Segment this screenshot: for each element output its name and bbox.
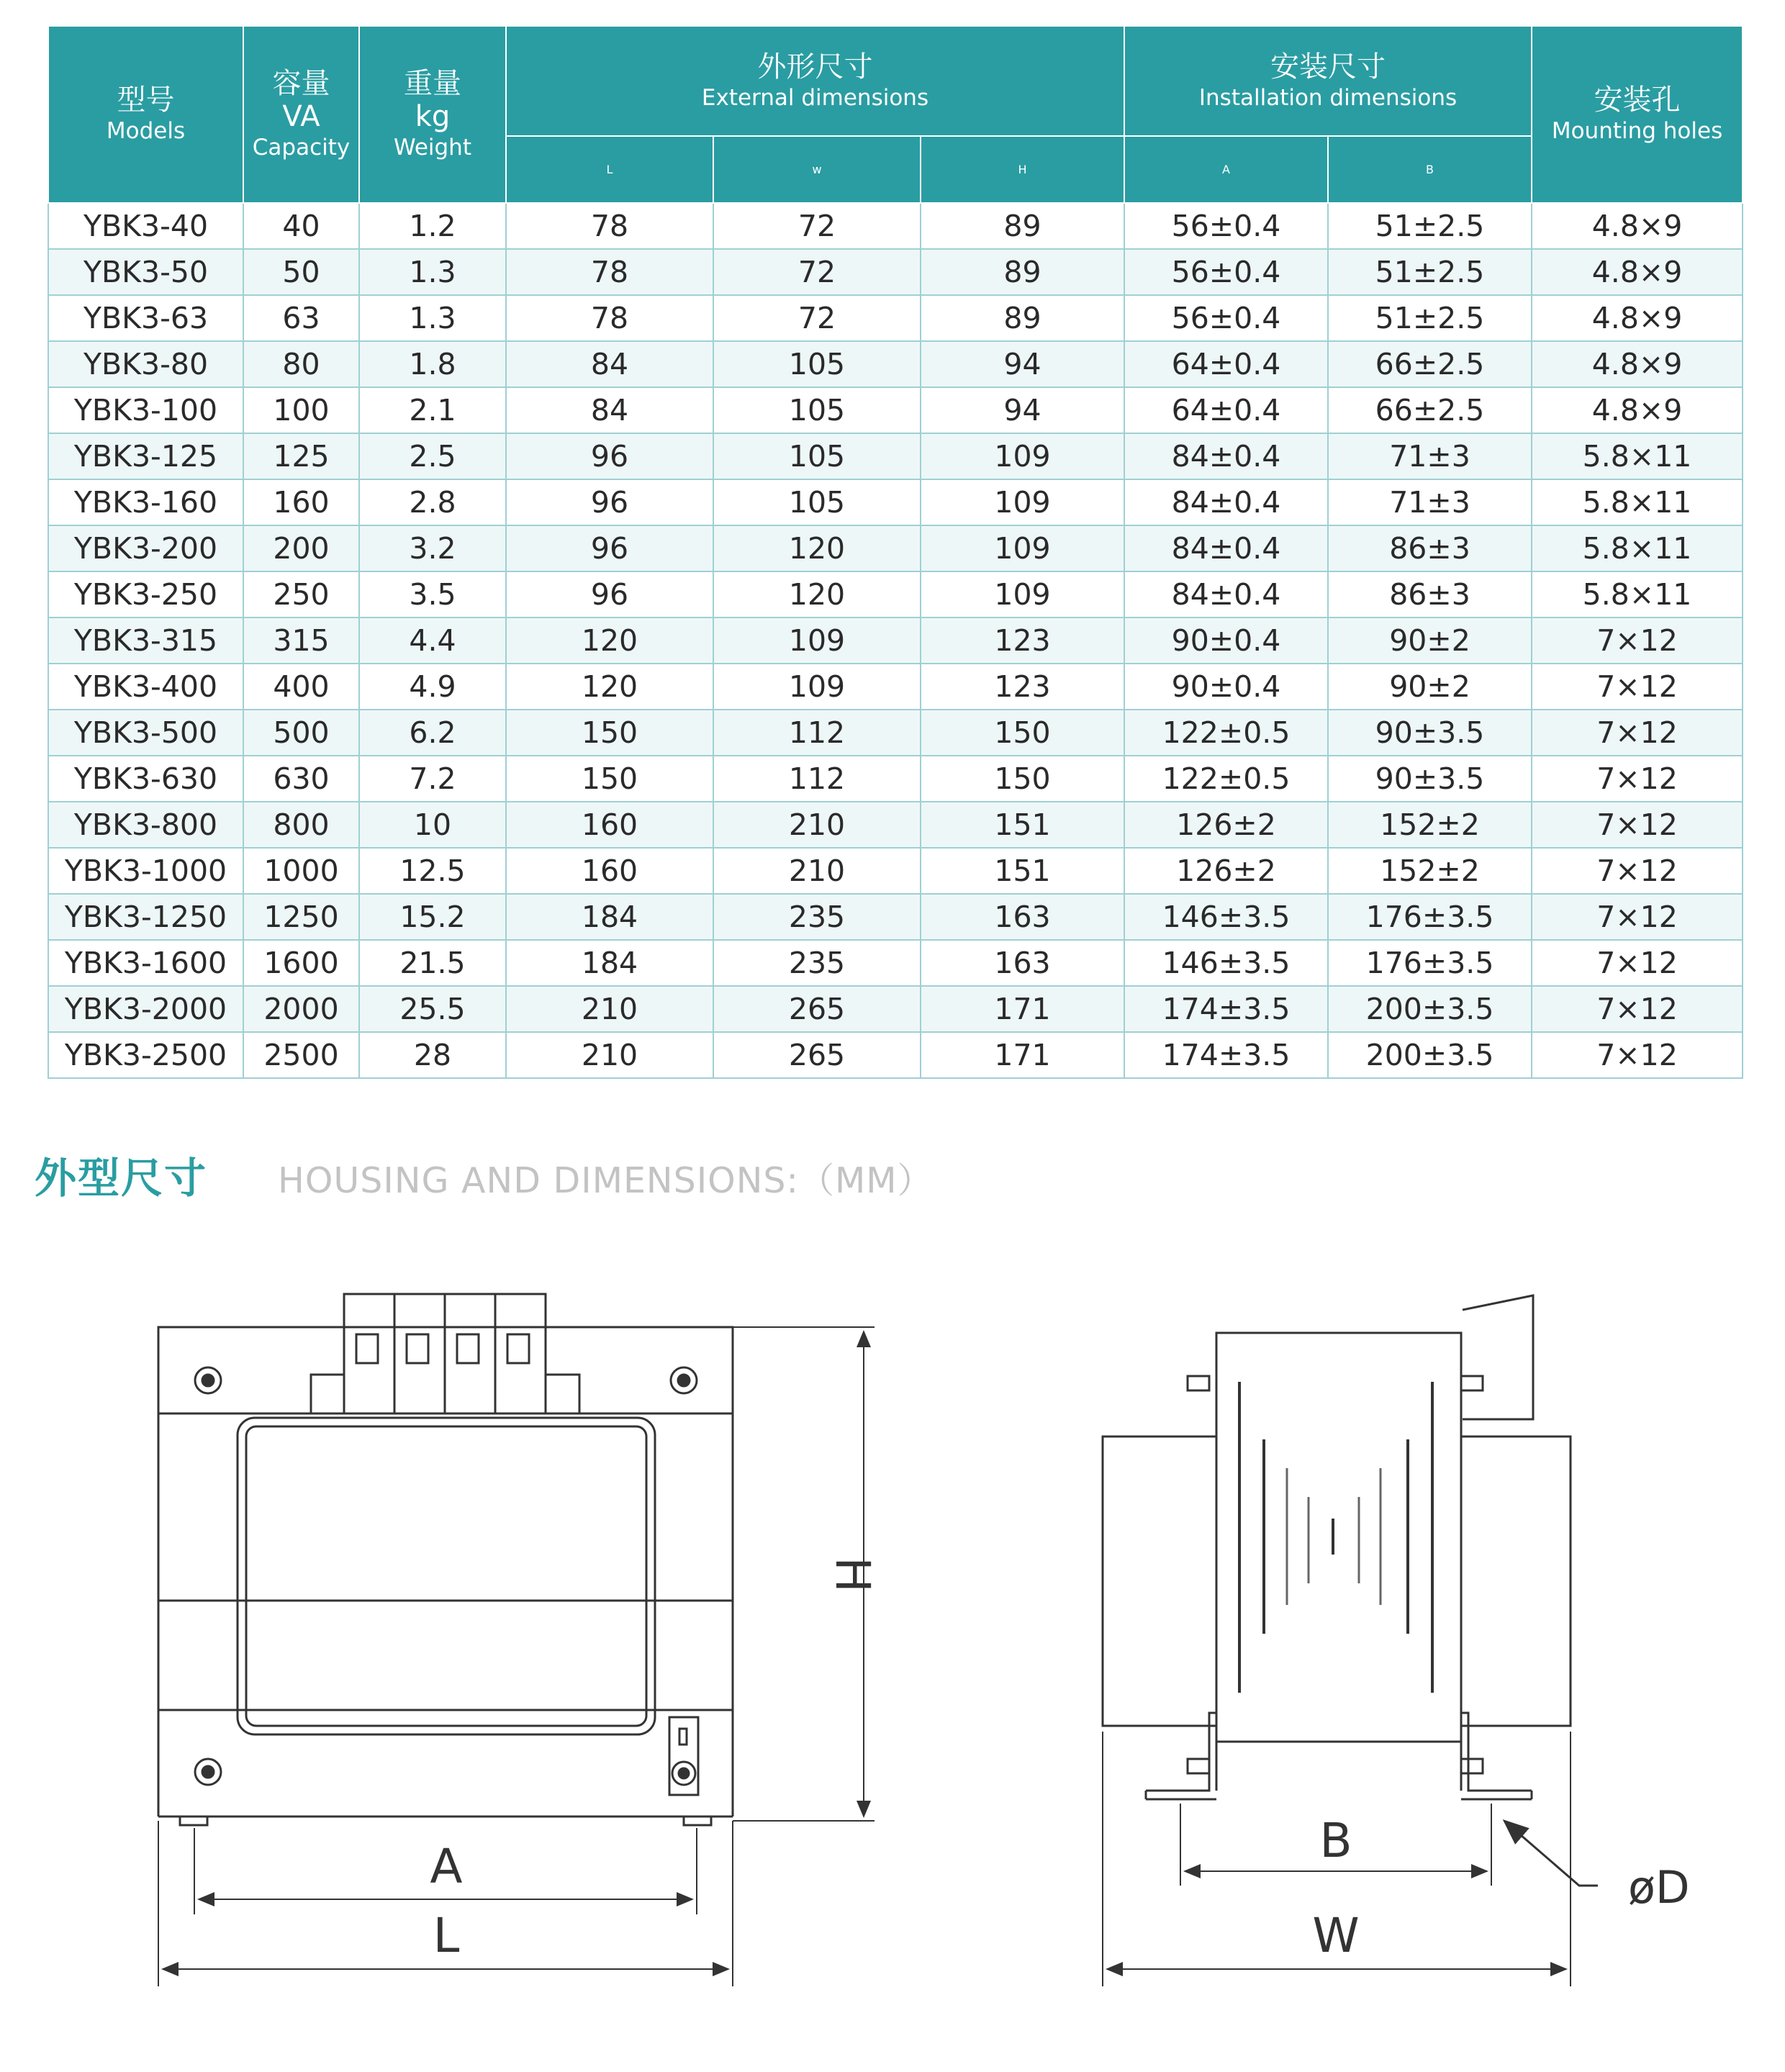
table-cell: 84±0.4	[1124, 525, 1328, 571]
table-cell: 100	[243, 387, 359, 433]
table-cell: 122±0.5	[1124, 710, 1328, 756]
side-label-w: W	[1312, 1908, 1360, 1963]
table-cell: 800	[243, 802, 359, 848]
header-weight-unit: kg	[415, 100, 451, 133]
header-holes-cn: 安装孔	[1594, 83, 1681, 117]
table-cell: 15.2	[359, 894, 506, 940]
side-label-b: B	[1319, 1813, 1352, 1868]
table-cell: 94	[921, 387, 1124, 433]
table-cell: 6.2	[359, 710, 506, 756]
table-cell: 235	[713, 940, 921, 986]
header-model-en: Models	[106, 118, 186, 144]
table-cell: 96	[506, 433, 713, 479]
table-cell: 2.8	[359, 479, 506, 525]
terminal-slot-4	[507, 1334, 529, 1363]
table-cell: 3.2	[359, 525, 506, 571]
section-title: 外型尺寸	[35, 1154, 208, 1203]
table-row	[48, 756, 1743, 802]
table-cell: 120	[506, 664, 713, 710]
terminal-slot-3	[457, 1334, 479, 1363]
header-capacity-cn: 容量	[272, 67, 330, 100]
terminal-slot-2	[407, 1334, 428, 1363]
table-cell: 171	[921, 986, 1124, 1032]
table-cell: 109	[713, 617, 921, 664]
table-cell: 151	[921, 802, 1124, 848]
table-cell: 1.2	[359, 203, 506, 249]
table-cell: 630	[243, 756, 359, 802]
table-row	[48, 664, 1743, 710]
table-cell: 4.4	[359, 617, 506, 664]
table-cell: 112	[713, 756, 921, 802]
table-row	[48, 710, 1743, 756]
table-cell: 84±0.4	[1124, 433, 1328, 479]
table-cell: 86±3	[1328, 571, 1532, 617]
table-row	[48, 479, 1743, 525]
table-cell: 400	[243, 664, 359, 710]
side-bolt-icon	[1188, 1759, 1209, 1773]
table-cell: 7×12	[1532, 710, 1743, 756]
table-cell: 84	[506, 387, 713, 433]
dimension-drawing	[0, 1223, 1785, 2072]
table-cell: 174±3.5	[1124, 1032, 1328, 1078]
table-cell: 72	[713, 203, 921, 249]
header-holes-en: Mounting holes	[1551, 118, 1723, 144]
table-cell: 163	[921, 894, 1124, 940]
table-cell: YBK3-500	[48, 710, 243, 756]
table-cell: 89	[921, 295, 1124, 341]
table-cell: 66±2.5	[1328, 341, 1532, 387]
table-row	[48, 940, 1743, 986]
front-step-right	[546, 1327, 579, 1413]
table-cell: 28	[359, 1032, 506, 1078]
side-view	[1103, 1295, 1598, 1986]
side-bolt-icon	[1461, 1759, 1483, 1773]
table-cell: 5.8×11	[1532, 433, 1743, 479]
table-cell: 4.8×9	[1532, 249, 1743, 295]
table-cell: YBK3-315	[48, 617, 243, 664]
table-row	[48, 387, 1743, 433]
table-cell: 1600	[243, 940, 359, 986]
table-cell: 2500	[243, 1032, 359, 1078]
header-installation-cn: 安装尺寸	[1270, 50, 1386, 83]
side-bolt-icon	[1461, 1376, 1483, 1390]
table-cell: 7×12	[1532, 940, 1743, 986]
header-h: H	[921, 136, 1124, 203]
table-cell: 94	[921, 341, 1124, 387]
table-cell: 105	[713, 341, 921, 387]
table-cell: 160	[506, 802, 713, 848]
table-cell: 200±3.5	[1328, 986, 1532, 1032]
table-cell: 84	[506, 341, 713, 387]
table-cell: YBK3-1000	[48, 848, 243, 894]
side-foot-left	[1146, 1713, 1216, 1791]
table-cell: 163	[921, 940, 1124, 986]
table-row	[48, 341, 1743, 387]
table-cell: 176±3.5	[1328, 894, 1532, 940]
table-cell: 265	[713, 1032, 921, 1078]
table-cell: 150	[921, 756, 1124, 802]
table-cell: 78	[506, 203, 713, 249]
table-cell: 51±2.5	[1328, 295, 1532, 341]
table-row	[48, 525, 1743, 571]
table-cell: 210	[506, 1032, 713, 1078]
table-cell: YBK3-40	[48, 203, 243, 249]
table-cell: 174±3.5	[1124, 986, 1328, 1032]
table-cell: 12.5	[359, 848, 506, 894]
table-cell: YBK3-1250	[48, 894, 243, 940]
table-cell: YBK3-250	[48, 571, 243, 617]
table-cell: 152±2	[1328, 848, 1532, 894]
table-cell: 71±3	[1328, 433, 1532, 479]
table-cell: 210	[506, 986, 713, 1032]
table-cell: 125	[243, 433, 359, 479]
table-row	[48, 986, 1743, 1032]
table-cell: 5.8×11	[1532, 571, 1743, 617]
table-cell: 4.8×9	[1532, 341, 1743, 387]
table-cell: 78	[506, 249, 713, 295]
table-cell: YBK3-2000	[48, 986, 243, 1032]
terminal-slot-1	[356, 1334, 378, 1363]
table-cell: 78	[506, 295, 713, 341]
table-cell: YBK3-1600	[48, 940, 243, 986]
table-cell: 2.5	[359, 433, 506, 479]
table-cell: 109	[921, 571, 1124, 617]
table-row	[48, 203, 1743, 249]
table-cell: 150	[921, 710, 1124, 756]
table-cell: YBK3-80	[48, 341, 243, 387]
table-cell: YBK3-400	[48, 664, 243, 710]
table-cell: 123	[921, 664, 1124, 710]
table-cell: 90±2	[1328, 664, 1532, 710]
table-cell: 51±2.5	[1328, 203, 1532, 249]
front-label-a: A	[430, 1839, 463, 1894]
coil-window-inner	[246, 1426, 646, 1726]
table-cell: 89	[921, 249, 1124, 295]
table-cell: 63	[243, 295, 359, 341]
header-holes	[1532, 26, 1743, 203]
table-cell: 265	[713, 986, 921, 1032]
table-cell: 1250	[243, 894, 359, 940]
table-cell: 66±2.5	[1328, 387, 1532, 433]
table-cell: 64±0.4	[1124, 387, 1328, 433]
table-cell: 7.2	[359, 756, 506, 802]
table-cell: 90±3.5	[1328, 710, 1532, 756]
front-step-left	[311, 1327, 344, 1413]
table-cell: YBK3-63	[48, 295, 243, 341]
side-label-d: øD	[1628, 1861, 1690, 1914]
table-cell: 50	[243, 249, 359, 295]
front-label-h: H	[825, 1557, 880, 1593]
table-row	[48, 802, 1743, 848]
spec-table	[48, 25, 1743, 1079]
table-row	[48, 617, 1743, 664]
table-cell: 171	[921, 1032, 1124, 1078]
table-cell: 126±2	[1124, 848, 1328, 894]
side-bolt-icon	[1188, 1376, 1209, 1390]
table-cell: 109	[921, 525, 1124, 571]
table-cell: 2.1	[359, 387, 506, 433]
header-external-en: External dimensions	[701, 84, 929, 111]
table-cell: 184	[506, 940, 713, 986]
front-view	[158, 1294, 875, 1986]
table-cell: YBK3-630	[48, 756, 243, 802]
header-model	[48, 26, 243, 203]
table-cell: 90±3.5	[1328, 756, 1532, 802]
table-cell: 84±0.4	[1124, 571, 1328, 617]
table-cell: 89	[921, 203, 1124, 249]
header-w: w	[713, 136, 921, 203]
table-cell: 150	[506, 710, 713, 756]
header-a: A	[1124, 136, 1328, 203]
table-cell: 7×12	[1532, 1032, 1743, 1078]
table-cell: 51±2.5	[1328, 249, 1532, 295]
table-row	[48, 894, 1743, 940]
table-cell: 1.8	[359, 341, 506, 387]
table-cell: 90±2	[1328, 617, 1532, 664]
table-row	[48, 295, 1743, 341]
table-cell: 7×12	[1532, 664, 1743, 710]
header-l: L	[506, 136, 713, 203]
table-cell: 71±3	[1328, 479, 1532, 525]
front-label-l: L	[433, 1908, 460, 1963]
table-cell: 146±3.5	[1124, 940, 1328, 986]
table-cell: 176±3.5	[1328, 940, 1532, 986]
table-cell: 84±0.4	[1124, 479, 1328, 525]
table-cell: 86±3	[1328, 525, 1532, 571]
table-row	[48, 249, 1743, 295]
table-cell: 96	[506, 571, 713, 617]
table-cell: 96	[506, 479, 713, 525]
table-cell: 72	[713, 295, 921, 341]
table-cell: 146±3.5	[1124, 894, 1328, 940]
table-cell: 25.5	[359, 986, 506, 1032]
side-foot-right	[1461, 1713, 1532, 1791]
table-cell: 1.3	[359, 249, 506, 295]
table-cell: 151	[921, 848, 1124, 894]
section-subtitle: HOUSING AND DIMENSIONS:（MM）	[278, 1160, 934, 1201]
table-cell: 250	[243, 571, 359, 617]
table-cell: 315	[243, 617, 359, 664]
table-cell: 72	[713, 249, 921, 295]
table-cell: 109	[921, 433, 1124, 479]
header-model-cn: 型号	[117, 83, 175, 117]
table-cell: 126±2	[1124, 802, 1328, 848]
coil-window-outer	[238, 1418, 655, 1734]
diameter-leader	[1504, 1821, 1598, 1886]
table-cell: 90±0.4	[1124, 617, 1328, 664]
header-weight-cn: 重量	[404, 67, 461, 100]
side-terminal-bracket	[1463, 1295, 1533, 1419]
table-cell: 96	[506, 525, 713, 571]
table-cell: 122±0.5	[1124, 756, 1328, 802]
table-cell: 184	[506, 894, 713, 940]
table-row	[48, 848, 1743, 894]
table-cell: YBK3-100	[48, 387, 243, 433]
table-cell: 123	[921, 617, 1124, 664]
side-coil	[1216, 1333, 1461, 1742]
table-row	[48, 1032, 1743, 1078]
table-cell: 7×12	[1532, 848, 1743, 894]
table-cell: 80	[243, 341, 359, 387]
table-cell: 40	[243, 203, 359, 249]
table-cell: 105	[713, 433, 921, 479]
table-cell: 4.8×9	[1532, 295, 1743, 341]
table-cell: 120	[506, 617, 713, 664]
table-cell: 90±0.4	[1124, 664, 1328, 710]
table-cell: 210	[713, 802, 921, 848]
table-cell: 109	[713, 664, 921, 710]
table-row	[48, 571, 1743, 617]
table-cell: 160	[506, 848, 713, 894]
table-cell: 200	[243, 525, 359, 571]
table-cell: YBK3-160	[48, 479, 243, 525]
table-cell: YBK3-800	[48, 802, 243, 848]
table-cell: 5.8×11	[1532, 525, 1743, 571]
table-cell: 120	[713, 571, 921, 617]
header-capacity-unit: VA	[282, 100, 320, 133]
table-cell: 160	[243, 479, 359, 525]
table-cell: 4.8×9	[1532, 387, 1743, 433]
table-cell: YBK3-200	[48, 525, 243, 571]
header-weight-en: Weight	[393, 135, 471, 160]
table-cell: 112	[713, 710, 921, 756]
table-cell: 200±3.5	[1328, 1032, 1532, 1078]
header-installation-en: Installation dimensions	[1198, 84, 1458, 111]
table-cell: 150	[506, 756, 713, 802]
header-capacity	[243, 26, 359, 203]
table-cell: 1.3	[359, 295, 506, 341]
table-cell: 7×12	[1532, 802, 1743, 848]
header-external-cn: 外形尺寸	[757, 50, 873, 83]
table-row	[48, 433, 1743, 479]
table-cell: 7×12	[1532, 986, 1743, 1032]
table-cell: YBK3-50	[48, 249, 243, 295]
table-cell: 64±0.4	[1124, 341, 1328, 387]
table-cell: 3.5	[359, 571, 506, 617]
table-cell: 7×12	[1532, 894, 1743, 940]
table-cell: 105	[713, 479, 921, 525]
table-cell: YBK3-125	[48, 433, 243, 479]
header-external	[506, 26, 1124, 136]
table-cell: 210	[713, 848, 921, 894]
header-b: B	[1328, 136, 1532, 203]
table-cell: 7×12	[1532, 756, 1743, 802]
header-capacity-en: Capacity	[252, 135, 351, 160]
table-cell: 56±0.4	[1124, 203, 1328, 249]
table-cell: 235	[713, 894, 921, 940]
table-cell: 10	[359, 802, 506, 848]
table-cell: 56±0.4	[1124, 295, 1328, 341]
table-cell: 7×12	[1532, 617, 1743, 664]
table-cell: 4.8×9	[1532, 203, 1743, 249]
header-weight	[359, 26, 506, 203]
table-cell: 21.5	[359, 940, 506, 986]
table-cell: YBK3-2500	[48, 1032, 243, 1078]
table-cell: 109	[921, 479, 1124, 525]
header-installation	[1124, 26, 1532, 136]
spec-table-body	[48, 203, 1743, 1078]
table-cell: 56±0.4	[1124, 249, 1328, 295]
table-cell: 4.9	[359, 664, 506, 710]
table-cell: 120	[713, 525, 921, 571]
table-cell: 5.8×11	[1532, 479, 1743, 525]
table-cell: 152±2	[1328, 802, 1532, 848]
table-cell: 2000	[243, 986, 359, 1032]
table-cell: 1000	[243, 848, 359, 894]
table-cell: 105	[713, 387, 921, 433]
table-cell: 500	[243, 710, 359, 756]
